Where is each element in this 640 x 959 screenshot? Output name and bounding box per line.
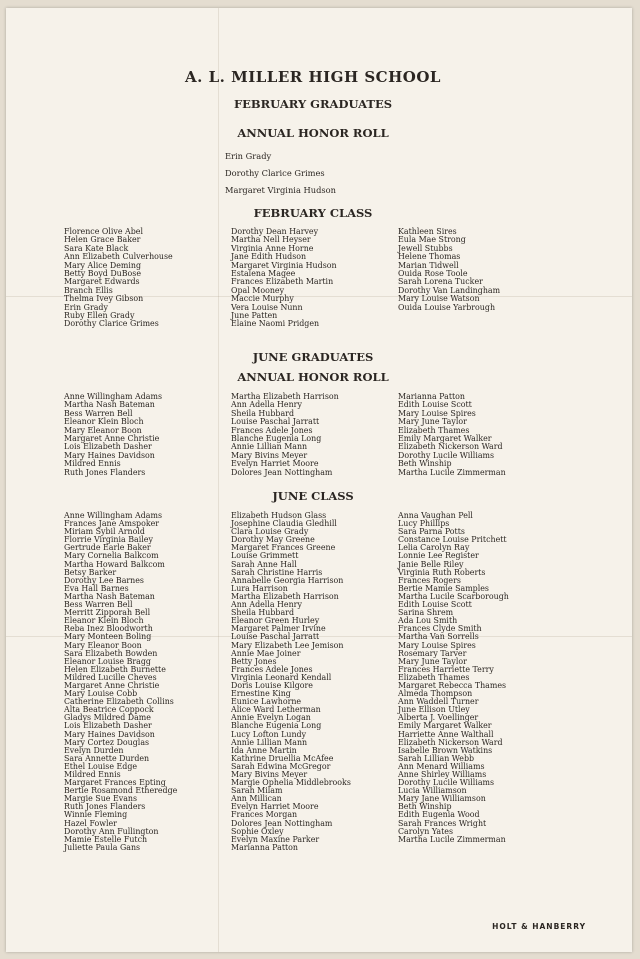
graduate-name: Gladys Mildred Dame	[64, 713, 151, 723]
june-class-column-1	[64, 512, 177, 852]
graduate-name: Constance Louise Pritchett	[398, 535, 507, 545]
graduate-name: Mary Alice Deming	[64, 260, 141, 270]
graduate-name: Sara Annette Durden	[64, 753, 150, 763]
graduate-name: Jewell Stubbs	[398, 243, 453, 253]
graduate-name: Mildred Ennis	[64, 459, 121, 469]
graduate-name: Ethel Louise Edge	[64, 761, 138, 771]
graduate-name: Mary Haines Davidson	[64, 729, 155, 739]
graduate-name: Ida Anne Martin	[231, 745, 297, 755]
graduate-name: Anne Willingham Adams	[64, 511, 163, 520]
graduate-name: Louise Paschal Jarratt	[231, 632, 320, 642]
graduate-name: Mary Louise Spires	[398, 640, 476, 650]
graduate-name: Alta Beatrice Coppock	[64, 705, 154, 715]
february-honor-roll-list	[225, 148, 336, 199]
graduate-name: Mary June Taylor	[398, 417, 467, 427]
graduate-name: Virginia Leonard Kendall	[231, 672, 332, 682]
graduate-name: Sarah Christine Harris	[231, 567, 323, 577]
graduate-name: Merritt Zipporah Bell	[64, 608, 151, 618]
graduate-name: Martha Nash Bateman	[64, 591, 155, 601]
graduate-name: Mary Cortez Douglas	[64, 737, 150, 747]
graduate-name: Margaret Anne Christie	[64, 434, 160, 444]
graduate-name: Maccie Murphy	[231, 294, 294, 304]
graduate-name: Miriam Sybil Arnold	[64, 527, 145, 537]
june-honor-roll-column-3	[398, 393, 506, 477]
graduate-name: Eula Mae Strong	[398, 235, 466, 245]
graduate-name: Lucy Lofton Lundy	[231, 729, 307, 739]
graduate-name: Sarah Lillian Webb	[398, 753, 475, 763]
graduate-name: Mary Louise Cobb	[64, 689, 138, 699]
graduate-name: Juliette Paula Gans	[64, 842, 141, 852]
graduate-name: Frances Morgan	[231, 810, 298, 820]
graduate-name: Martha Howard Balkcom	[64, 559, 165, 569]
graduate-name: Ann Waddell Turner	[398, 697, 479, 707]
graduate-name: Mary June Taylor	[398, 656, 467, 666]
graduate-name: Mary Louise Watson	[398, 294, 480, 304]
graduate-name: Sheila Hubbard	[231, 408, 295, 418]
graduate-name: Dolores Jean Nottingham	[231, 467, 333, 477]
graduate-name: Martha Lucile Scarborough	[398, 591, 509, 601]
graduate-name: Margie Ophelia Middlebrooks	[231, 778, 351, 788]
june-class-heading: JUNE CLASS	[272, 489, 354, 503]
graduate-name: Evelyn Harriet Moore	[231, 459, 319, 469]
graduate-name: Sarah Milam	[231, 786, 283, 796]
february-graduates-heading: FEBRUARY GRADUATES	[233, 97, 393, 111]
graduate-name: Almeda Thompson	[398, 689, 473, 699]
graduate-name: Mary Eleanor Boon	[64, 425, 142, 435]
graduate-name: Virginia Ruth Roberts	[398, 567, 486, 577]
graduate-name: Sheila Hubbard	[231, 608, 295, 618]
graduate-name: Dolores Jean Nottingham	[231, 818, 333, 828]
graduate-name: Dorothy Clarice Grimes	[64, 319, 159, 329]
graduate-name: Mary Monteen Boling	[64, 632, 152, 642]
graduate-name: Eleanor Klein Bloch	[64, 616, 144, 626]
graduate-name: Annie Mae Joiner	[231, 648, 301, 658]
graduate-name: Anna Vaughan Pell	[398, 511, 473, 520]
graduate-name: Annie Lillian Mann	[231, 442, 308, 452]
graduate-name: Branch Ellis	[64, 285, 113, 295]
graduate-name: Ann Elizabeth Culverhouse	[64, 252, 173, 262]
graduate-name: Marianna Patton	[231, 842, 298, 852]
graduate-name: Martha Lucile Zimmerman	[398, 834, 506, 844]
graduate-name: Clara Louise Grady	[231, 527, 309, 537]
graduate-name: Mary Haines Davidson	[64, 450, 155, 460]
graduate-name: Elaine Naomi Pridgen	[231, 319, 320, 329]
graduate-name: Hazel Fowler	[64, 818, 117, 828]
graduate-name: Martha Elizabeth Harrison	[231, 591, 339, 601]
graduate-name: Lucia Williamson	[398, 786, 467, 796]
graduate-name: Margaret Palmer Irvine	[231, 624, 326, 634]
graduate-name: Josephine Claudia Gledhill	[231, 519, 337, 529]
graduate-name: Kathrine Druellia McAfee	[231, 753, 334, 763]
graduate-name: Carolyn Yates	[398, 826, 454, 836]
graduate-name: Dorothy Van Landingham	[398, 285, 501, 295]
graduate-name: Margaret Anne Christie	[64, 680, 160, 690]
graduate-name: Lonnie Lee Register	[398, 551, 479, 561]
june-honor-roll-column-1	[64, 393, 162, 477]
graduate-name: Alberta J. Voellinger	[398, 713, 479, 723]
graduate-name: Martha Van Sorrells	[398, 632, 479, 642]
graduate-name: Ernestine King	[231, 689, 291, 699]
february-class-column-2	[231, 228, 337, 329]
graduate-name: Emily Margaret Walker	[398, 721, 492, 731]
fold-crease	[218, 8, 219, 952]
graduate-name: Eunice Lawhorne	[231, 697, 302, 707]
graduate-name: Helen Elizabeth Burnette	[64, 664, 166, 674]
graduate-name: Opal Mooney	[231, 285, 285, 295]
graduate-name: Marian Tidwell	[398, 260, 459, 270]
graduate-name: June Ellison Utley	[398, 705, 470, 715]
graduate-name: Martha Lucile Zimmerman	[398, 467, 506, 477]
graduate-name: Florence Olive Abel	[64, 227, 143, 236]
graduate-name: Beth Winship	[398, 802, 452, 812]
graduate-name: Winnie Fleming	[64, 810, 128, 820]
graduate-name: Annabelle Georgia Harrison	[231, 575, 344, 585]
graduate-name: Thelma Ivey Gibson	[64, 294, 144, 304]
graduate-name: Ann Adella Henry	[231, 400, 302, 410]
graduate-name: Sarah Edwina McGregor	[231, 761, 331, 771]
graduate-name: Evelyn Harriet Moore	[231, 802, 319, 812]
graduate-name: Louise Grimmett	[231, 551, 299, 561]
graduate-name: Mamie Estelle Futch	[64, 834, 148, 844]
graduate-name: Lelia Carolyn Ray	[398, 543, 470, 553]
graduate-name: Jane Edith Hudson	[231, 252, 307, 262]
graduate-name: Dorothy Lee Barnes	[64, 575, 144, 585]
graduate-name: Betty Jones	[231, 656, 277, 666]
february-class-heading: FEBRUARY CLASS	[253, 206, 373, 220]
graduate-name: Margie Sue Evans	[64, 794, 138, 804]
graduate-name: Doris Louise Kilgore	[231, 680, 313, 690]
graduate-name: Harriette Anne Walthall	[398, 729, 494, 739]
graduate-name: Blanche Eugenia Long	[231, 434, 322, 444]
graduate-name: Ada Lou Smith	[398, 616, 458, 626]
graduate-name: Elizabeth Hudson Glass	[231, 511, 327, 520]
june-honor-roll-column-2	[231, 393, 339, 477]
graduate-name: Margaret Edwards	[64, 277, 140, 287]
graduate-name: Lois Elizabeth Dasher	[64, 442, 152, 452]
graduate-name: Elizabeth Thames	[398, 672, 470, 682]
graduate-name: Mary Eleanor Boon	[64, 640, 142, 650]
graduate-name: Elizabeth Thames	[398, 425, 470, 435]
graduate-name: Mary Elizabeth Lee Jemison	[231, 640, 344, 650]
graduate-name: Dorothy May Greene	[231, 535, 315, 545]
graduate-name: Bess Warren Bell	[64, 408, 133, 418]
graduate-name: Helene Thomas	[398, 252, 461, 262]
graduate-name: Betsy Barker	[64, 567, 117, 577]
graduate-name: Ruth Jones Flanders	[64, 802, 146, 812]
graduate-name: Ann Adella Henry	[231, 600, 302, 610]
graduate-name: Bess Warren Bell	[64, 600, 133, 610]
june-honor-roll-heading: ANNUAL HONOR ROLL	[237, 370, 389, 384]
honor-name: Dorothy Clarice Grimes	[225, 168, 325, 178]
graduate-name: Margaret Virginia Hudson	[231, 260, 337, 270]
graduate-name: Dorothy Dean Harvey	[231, 227, 319, 236]
february-honor-roll-heading: ANNUAL HONOR ROLL	[237, 126, 389, 140]
graduate-name: Edith Eugenia Wood	[398, 810, 480, 820]
graduate-name: Sara Kate Black	[64, 243, 129, 253]
graduate-name: Frances Adele Jones	[231, 664, 313, 674]
june-class-column-2	[231, 512, 351, 852]
graduate-name: Janie Belle Riley	[398, 559, 464, 569]
graduate-name: Sarah Anne Hall	[231, 559, 297, 569]
graduate-name: Ruby Ellen Grady	[64, 311, 135, 321]
graduate-name: Ann Menard Williams	[398, 761, 485, 771]
graduate-name: Elizabeth Nickerson Ward	[398, 737, 503, 747]
graduate-name: Frances Elizabeth Martin	[231, 277, 334, 287]
graduate-name: Margaret Rebecca Thames	[398, 680, 507, 690]
graduate-name: Frances Clyde Smith	[398, 624, 482, 634]
school-title: A. L. MILLER HIGH SCHOOL	[185, 68, 441, 86]
graduate-name: Betty Boyd DuBose	[64, 269, 142, 279]
graduate-name: Annie Evelyn Logan	[231, 713, 311, 723]
graduate-name: Frances Jane Amspoker	[64, 519, 160, 529]
graduate-name: Frances Harriette Terry	[398, 664, 494, 674]
graduate-name: Lucy Phillips	[398, 519, 450, 529]
june-graduates-heading: JUNE GRADUATES	[252, 350, 374, 364]
graduate-name: Ann Millican	[231, 794, 282, 804]
graduate-name: Mary Jane Williamson	[398, 794, 486, 804]
graduate-name: Eleanor Klein Bloch	[64, 417, 144, 427]
printer-mark: HOLT & HANBERRY	[492, 922, 586, 931]
graduate-name: Elizabeth Nickerson Ward	[398, 442, 503, 452]
june-class-column-3	[398, 512, 509, 844]
graduate-name: Mary Bivins Meyer	[231, 770, 308, 779]
graduate-name: Sophie Oxley	[231, 826, 284, 836]
graduate-name: Sarah Frances Wright	[398, 818, 487, 828]
graduate-name: Mildred Ennis	[64, 770, 121, 779]
graduate-name: Beth Winship	[398, 459, 452, 469]
graduate-name: Evelyn Durden	[64, 745, 124, 755]
graduate-name: Ouida Rose Toole	[398, 269, 468, 279]
graduate-name: Catherine Elizabeth Collins	[64, 697, 174, 707]
graduate-name: Eva Hall Barnes	[64, 583, 129, 593]
graduate-name: Frances Adele Jones	[231, 425, 313, 435]
graduate-name: Anne Willingham Adams	[64, 392, 163, 401]
graduate-name: Helen Grace Baker	[64, 235, 141, 245]
graduate-name: Emily Margaret Walker	[398, 434, 492, 444]
graduate-name: Mildred Lucille Cheves	[64, 672, 157, 682]
graduate-name: Reba Inez Bloodworth	[64, 624, 153, 634]
graduate-name: Estalena Magee	[231, 269, 296, 279]
graduate-name: Margaret Frances Greene	[231, 543, 336, 553]
graduate-name: Bertie Mamie Samples	[398, 583, 489, 593]
graduate-name: Lois Elizabeth Dasher	[64, 721, 152, 731]
graduate-name: Dorothy Ann Fullington	[64, 826, 159, 836]
graduate-name: Annie Lillian Mann	[231, 737, 308, 747]
graduate-name: Louise Paschal Jarratt	[231, 417, 320, 427]
graduate-name: Alice Ward Letherman	[231, 705, 321, 715]
graduate-name: Ouida Louise Yarbrough	[398, 302, 496, 312]
graduate-name: Dorothy Lucile Williams	[398, 450, 495, 460]
graduate-name: Blanche Eugenia Long	[231, 721, 322, 731]
graduate-name: Edith Louise Scott	[398, 600, 472, 610]
graduate-name: Eleanor Louise Bragg	[64, 656, 151, 666]
graduate-name: Sara Parna Potts	[398, 527, 465, 537]
graduate-name: Eleanor Green Hurley	[231, 616, 320, 626]
graduate-name: Vera Louise Nunn	[231, 302, 303, 312]
graduate-name: Martha Nell Heyser	[231, 235, 311, 245]
graduate-name: Rosemary Tarver	[398, 648, 467, 658]
graduate-name: Edith Louise Scott	[398, 400, 472, 410]
graduate-name: Virginia Anne Horne	[231, 243, 314, 253]
graduate-name: Erin Grady	[64, 302, 108, 312]
graduate-name: Mary Bivins Meyer	[231, 450, 308, 460]
graduate-name: Isabelle Brown Watkins	[398, 745, 493, 755]
graduate-name: Evelyn Maxine Parker	[231, 834, 320, 844]
graduate-name: Lura Harrison	[231, 583, 288, 593]
graduate-name: Gertrude Earle Baker	[64, 543, 151, 553]
graduate-name: Sara Elizabeth Bowden	[64, 648, 158, 658]
graduate-name: Marianna Patton	[398, 392, 465, 401]
graduate-name: Ruth Jones Flanders	[64, 467, 146, 477]
graduate-name: Sarah Lorena Tucker	[398, 277, 483, 287]
honor-name: Margaret Virginia Hudson	[225, 185, 337, 195]
graduate-name: Anne Shirley Williams	[398, 770, 487, 779]
graduate-name: Martha Nash Bateman	[64, 400, 155, 410]
graduate-name: Kathleen Sires	[398, 227, 457, 236]
graduate-name: Sarina Shrem	[398, 608, 454, 618]
graduate-name: Margaret Frances Epting	[64, 778, 166, 788]
graduate-name: Dorothy Lucile Williams	[398, 778, 495, 788]
february-class-column-1	[64, 228, 173, 329]
honor-name: Erin Grady	[225, 151, 272, 161]
graduate-name: June Patten	[231, 311, 278, 321]
graduate-name: Mary Louise Spires	[398, 408, 476, 418]
graduate-name: Florrie Virginia Bailey	[64, 535, 153, 545]
graduate-name: Martha Elizabeth Harrison	[231, 392, 339, 401]
graduate-name: Mary Cornelia Balkcom	[64, 551, 159, 561]
february-class-column-3	[398, 228, 500, 312]
graduate-name: Bertie Rosamond Etheredge	[64, 786, 178, 796]
graduate-name: Frances Rogers	[398, 575, 461, 585]
